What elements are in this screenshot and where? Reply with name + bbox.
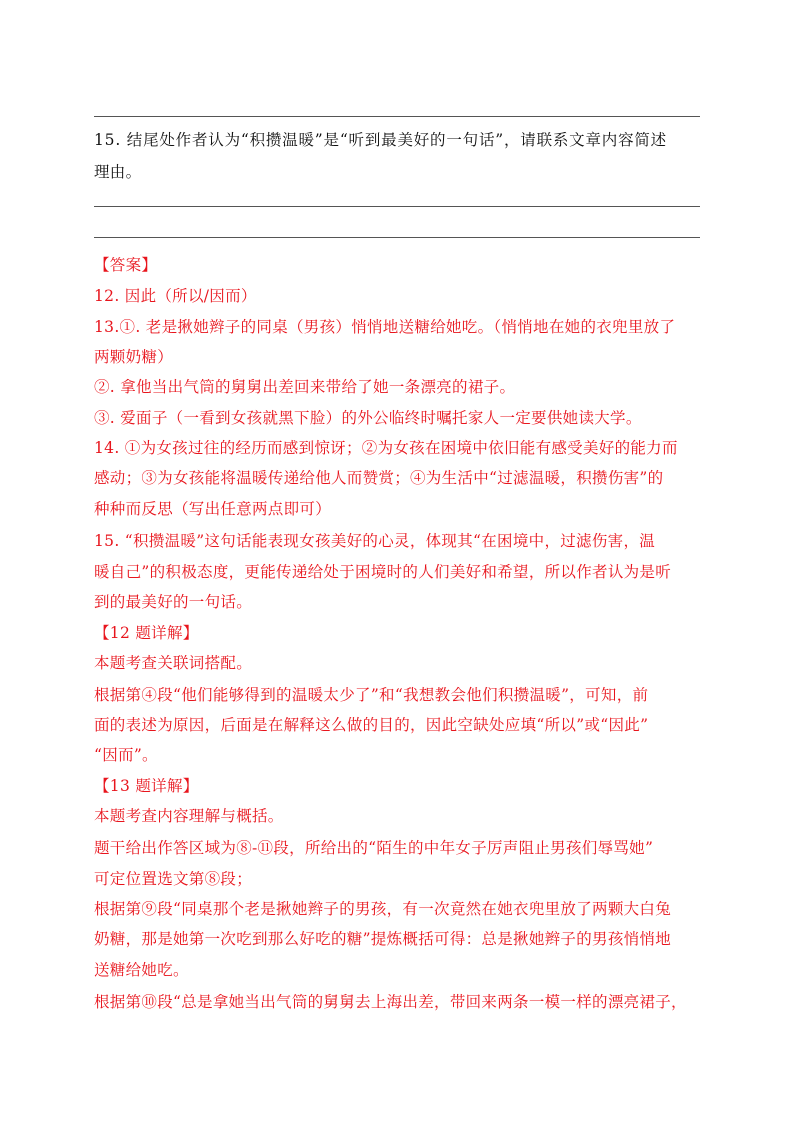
- explain-12-header: 【12 题详解】: [94, 624, 199, 642]
- explain-13-line: 根据第⑨段“同桌那个老是揪她辫子的男孩，有一次竟然在她衣兜里放了两颗大白兔: [94, 900, 672, 918]
- explain-12-line: 面的表述为原因，后面是在解释这么做的目的，因此空缺处应填“所以”或“因此”: [94, 716, 649, 734]
- explain-13-line: 题干给出作答区域为⑧-⑪段，所给出的“陌生的中年女子厉声阻止男孩们辱骂她”: [94, 839, 654, 857]
- answer-line-text: 14. ①为女孩过往的经历而感到惊讶；②为女孩在困境中依旧能有感受美好的能力而: [94, 439, 678, 457]
- explain-12-line: 根据第④段“他们能够得到的温暖太少了”和“我想教会他们积攒温暖”，可知，前: [94, 686, 649, 704]
- explain-13-line: 可定位置选文第⑧段；: [94, 870, 253, 888]
- answer-line-text: 种种而反思（写出任意两点即可）: [94, 500, 332, 518]
- answer-header: 【答案】: [94, 256, 158, 274]
- answer-line: [94, 237, 700, 238]
- answer-line-text: 感动；③为女孩能将温暖传递给他人而赞赏；④为生活中“过滤温暖，积攒伤害”的: [94, 469, 664, 487]
- explain-13-line: 奶糖，那是她第一次吃到那么好吃的糖”提炼概括可得：总是揪她辫子的男孩悄悄地: [94, 930, 672, 948]
- question-15-line-2: 理由。: [94, 163, 142, 181]
- answer-line-text: 13.①. 老是揪她辫子的同桌（男孩）悄悄地送糖给她吃。（悄悄地在她的衣兜里放了: [94, 318, 676, 336]
- answer-line-text: 两颗奶糖）: [94, 348, 174, 366]
- answer-line: [94, 116, 700, 117]
- answer-line-text: ③. 爱面子（一看到女孩就黑下脸）的外公临终时嘱托家人一定要供她读大学。: [94, 409, 642, 427]
- answer-line-text: 暖自己”的积极态度，更能传递给处于困境时的人们美好和希望，所以作者认为是听: [94, 563, 672, 581]
- answer-line-text: 12. 因此（所以/因而）: [94, 287, 257, 305]
- explain-13-header: 【13 题详解】: [94, 777, 199, 795]
- explain-12-line: 本题考查关联词搭配。: [94, 654, 253, 672]
- explain-13-line: 本题考查内容理解与概括。: [94, 807, 284, 825]
- explain-12-line: “因而”。: [94, 746, 158, 764]
- explain-13-line: 送糖给她吃。: [94, 961, 189, 979]
- answer-line-text: ②. 拿他当出气筒的舅舅出差回来带给了她一条漂亮的裙子。: [94, 378, 516, 396]
- answer-line-text: 15. “积攒温暖”这句话能表现女孩美好的心灵，体现其“在困境中，过滤伤害，温: [94, 532, 656, 550]
- answer-line-text: 到的最美好的一句话。: [94, 593, 253, 611]
- question-15-line-1: 15. 结尾处作者认为“积攒温暖”是“听到最美好的一句话”，请联系文章内容简述: [94, 131, 667, 149]
- answer-line: [94, 206, 700, 207]
- explain-13-line: 根据第⑩段“总是拿她当出气筒的舅舅去上海出差，带回来两条一模一样的漂亮裙子，: [94, 993, 687, 1011]
